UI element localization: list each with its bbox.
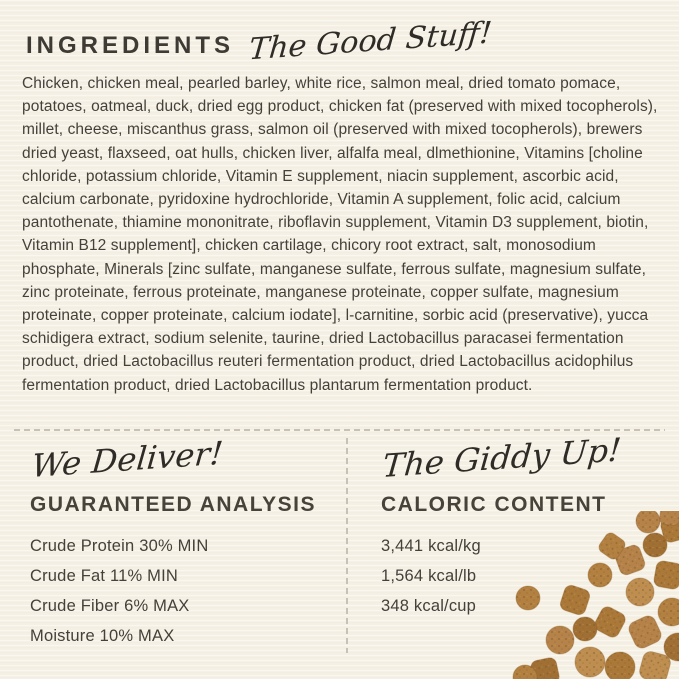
ingredients-header xyxy=(26,15,494,68)
analysis-tagline: We Deliver! xyxy=(30,433,225,485)
analysis-item-moisture: Moisture 10% MAX xyxy=(30,626,175,645)
horizontal-dashed-divider xyxy=(14,429,665,431)
caloric-item-cup: 348 kcal/cup xyxy=(381,596,477,615)
analysis-item-fiber: Crude Fiber 6% MAX xyxy=(30,596,190,615)
ingredients-list-text: Chicken, chicken meal, pearled barley, white rice, salmon meal, dried tomato pomace, potatoes, oatmeal, duck, dried egg product, chicken fat (preserved with mixed tocopherols), millet, cheese, miscanthus grass, salmon oil (preserved with mixed tocopherols), brewers dried yeast, flaxseed, oat hulls, chicken liver, alfalfa meal, dlmethionine, Vitamins [choline chloride, potassium chloride, Vitamin E supplement, niacin supplement, ascorbic acid, calcium carbonate, pyridoxine hydrochloride, Vitamin A supplement, folic acid, calcium pantothenate, thiamine mononitrate, riboflavin supplement, Vitamin D3 supplement, biotin, Vitamin B12 supplement], chicken cartilage, chicory root extract, salt, monosodium phosphate, Minerals [zinc sulfate, manganese sulfate, ferrous sulfate, magnesium sulfate, zinc proteinate, ferrous proteinate, manganese proteinate, copper sulfate, magnesium proteinate, copper proteinate, calcium iodate], l-carnitine, sorbic acid (preservative), yucca schidigera extract, sodium selenite, taurine, dried Lactobacillus paracasei fermentation product, dried Lactobacillus reuteri fermentation product, dried Lactobacillus acidophilus fermentation product, dried Lactobacillus plantarum fermentation product. xyxy=(22,75,658,394)
ingredients-tagline: The Good Stuff! xyxy=(247,15,494,68)
analysis-list xyxy=(30,531,330,651)
analysis-item-fat: Crude Fat 11% MIN xyxy=(30,566,178,585)
vertical-dashed-divider xyxy=(346,438,348,653)
kibble-image xyxy=(487,511,679,679)
caloric-item-kg: 3,441 kcal/kg xyxy=(381,536,481,555)
analysis-item-protein: Crude Protein 30% MIN xyxy=(30,536,209,555)
caloric-tagline: The Giddy Up! xyxy=(381,430,623,485)
analysis-title: GUARANTEED ANALYSIS xyxy=(30,493,316,516)
ingredients-title: INGREDIENTS xyxy=(26,32,235,59)
guaranteed-analysis-section xyxy=(30,433,330,651)
caloric-title: CALORIC CONTENT xyxy=(381,493,607,516)
caloric-item-lb: 1,564 kcal/lb xyxy=(381,566,477,585)
